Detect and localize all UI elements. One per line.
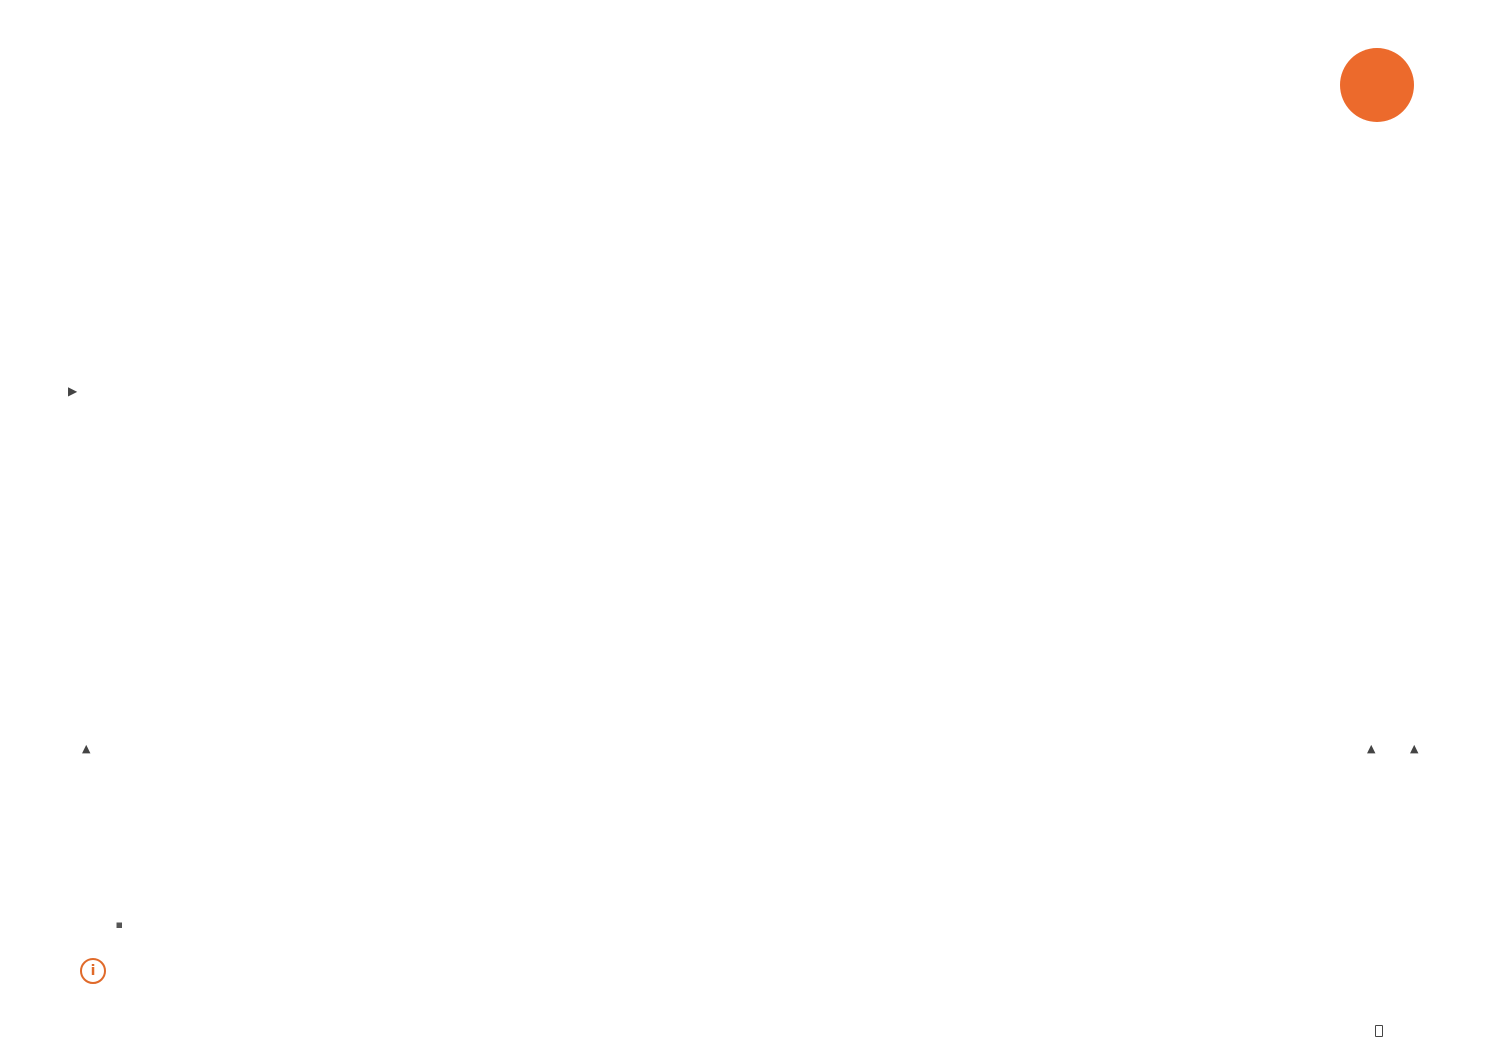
scan-me-label [1330, 1025, 1424, 1039]
tuning-arrow-icon: ▲ [1367, 742, 1376, 755]
info-icon: i [80, 958, 106, 984]
qr-code[interactable] [1330, 924, 1424, 1018]
phone-icon [1375, 1025, 1383, 1037]
strings-arrow-icon: ▲ [1410, 742, 1419, 755]
triangle-right-icon: ▶ [68, 384, 78, 398]
triangle-up-icon: ▲ [82, 742, 91, 755]
